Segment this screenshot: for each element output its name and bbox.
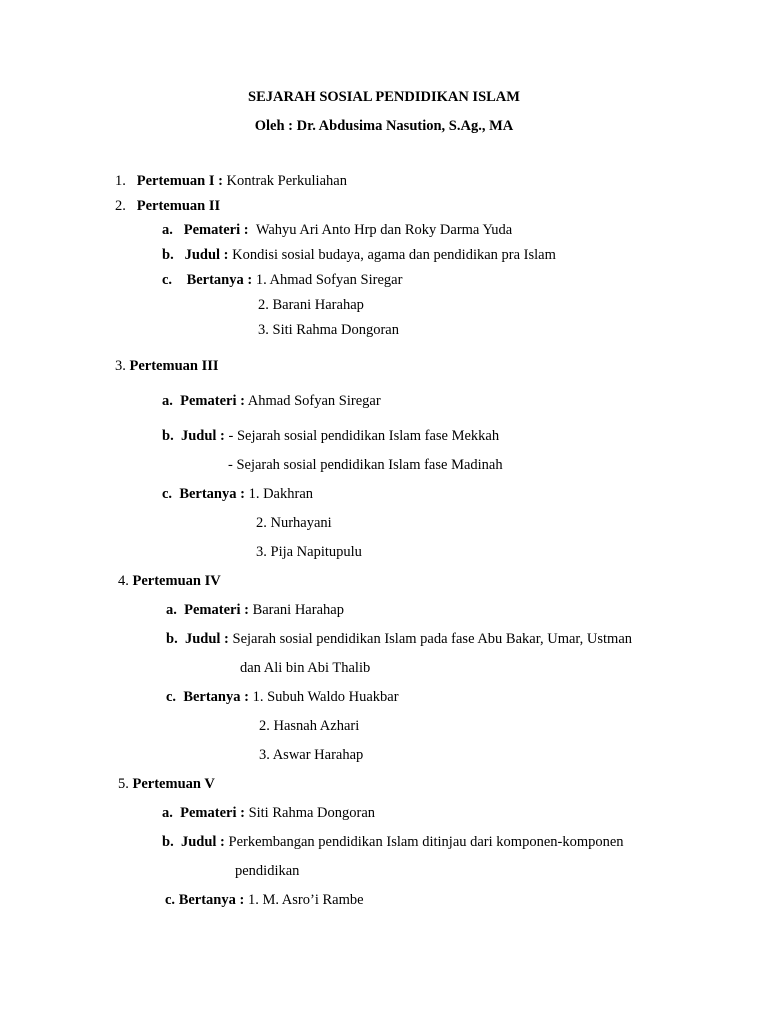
session-3-judul-cont: - Sejarah sosial pendidikan Islam fase Madinah (228, 457, 503, 473)
session-4-bertanya-item: 3. Aswar Harahap (259, 747, 364, 763)
session-3-heading: 3. Pertemuan III (115, 358, 219, 374)
session-2-pemateri: a. Pemateri : Wahyu Ari Anto Hrp dan Roky Darma Yuda (162, 222, 513, 238)
session-2-bertanya-item: 2. Barani Harahap (258, 297, 364, 313)
session-3-bertanya: c. Bertanya : 1. Dakhran (162, 486, 313, 502)
session-5-judul-cont: pendidikan (235, 863, 300, 879)
session-3-bertanya-item: 2. Nurhayani (256, 515, 332, 531)
session-3-judul: b. Judul : - Sejarah sosial pendidikan Islam fase Mekkah (162, 428, 500, 444)
session-4-judul: b. Judul : Sejarah sosial pendidikan Islam pada fase Abu Bakar, Umar, Ustman (166, 631, 633, 647)
session-4-bertanya: c. Bertanya : 1. Subuh Waldo Huakbar (166, 689, 399, 705)
session-5-heading: 5. Pertemuan V (118, 776, 215, 792)
session-2-bertanya: c. Bertanya : 1. Ahmad Sofyan Siregar (162, 272, 403, 288)
session-5-bertanya: c. Bertanya : 1. M. Asro’i Rambe (165, 892, 364, 908)
document-title: SEJARAH SOSIAL PENDIDIKAN ISLAM (248, 89, 520, 105)
session-4-pemateri: a. Pemateri : Barani Harahap (166, 602, 344, 618)
session-3-pemateri: a. Pemateri : Ahmad Sofyan Siregar (162, 393, 381, 409)
session-2-bertanya-item: 3. Siti Rahma Dongoran (258, 322, 399, 338)
session-4-heading: 4. Pertemuan IV (118, 573, 221, 589)
session-4-judul-cont: dan Ali bin Abi Thalib (240, 660, 371, 676)
session-5-pemateri: a. Pemateri : Siti Rahma Dongoran (162, 805, 376, 821)
session-4-bertanya-item: 2. Hasnah Azhari (259, 718, 360, 734)
session-3-bertanya-item: 3. Pija Napitupulu (256, 544, 362, 560)
session-1-heading: 1. Pertemuan I : Kontrak Perkuliahan (115, 173, 347, 189)
document-author: Oleh : Dr. Abdusima Nasution, S.Ag., MA (254, 118, 514, 134)
session-2-judul: b. Judul : Kondisi sosial budaya, agama dan pendidikan pra Islam (162, 247, 556, 263)
session-2-heading: 2. Pertemuan II (115, 198, 221, 214)
session-5-judul: b. Judul : Perkembangan pendidikan Islam ditinjau dari komponen-komponen (162, 834, 624, 850)
